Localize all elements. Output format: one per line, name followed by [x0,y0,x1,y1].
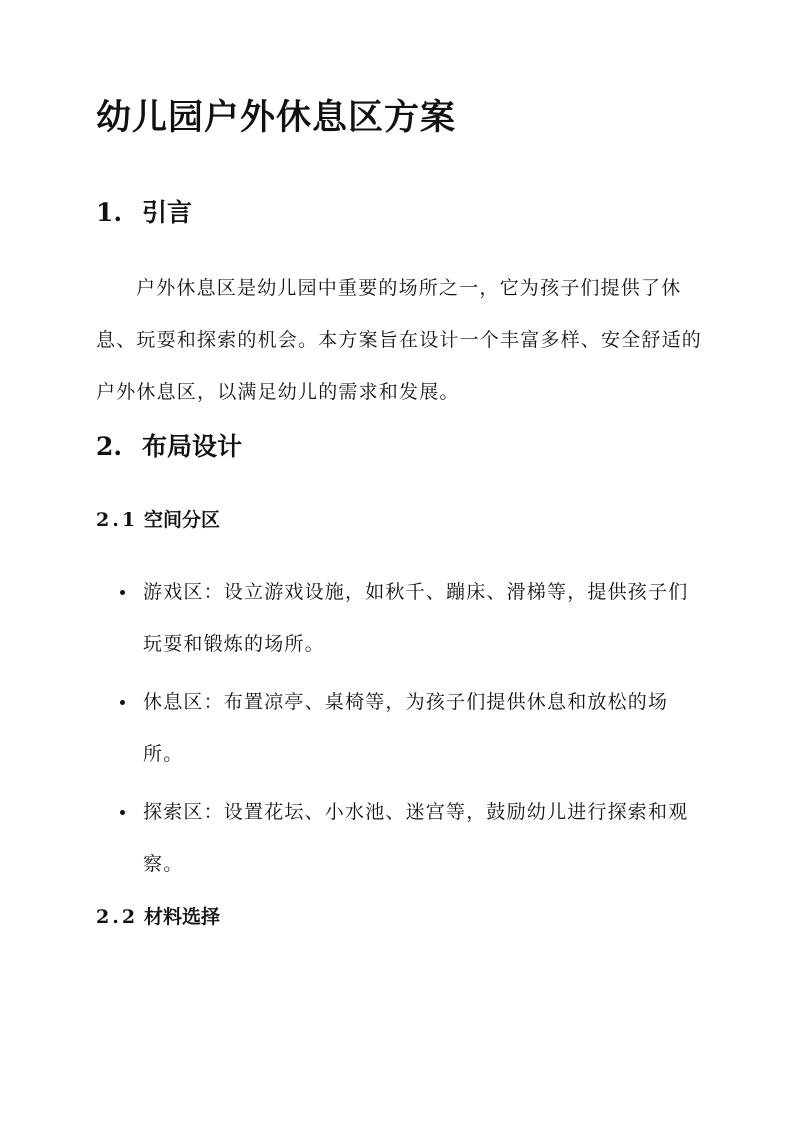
bullet-icon [120,590,125,595]
section-heading-introduction [96,196,192,230]
subsection-heading-space-zoning [96,507,220,533]
document-title: 幼儿园户外休息区方案 [96,97,457,138]
introduction-paragraph: 户外休息区是幼儿园中重要的场所之一，它为孩子们提供了休息、玩耍和探索的机会。本方案旨在设计一个丰富多样、安全舒适的户外休息区，以满足幼儿的需求和发展。 [96,277,703,403]
list-item [96,676,704,780]
list-item [96,786,704,890]
section-number: 2. [96,432,123,461]
section-title: 布局设计 [142,432,243,461]
subsection-title: 空间分区 [144,509,221,531]
section-number: 1. [96,198,123,227]
subsection-title: 材料选择 [144,906,221,928]
subsection-number: 2.2 [96,906,139,928]
list-item-text: 游戏区：设立游戏设施，如秋千、蹦床、滑梯等，提供孩子们玩耍和锻炼的场所。 [143,581,689,655]
list-item [96,566,704,670]
subsection-number: 2.1 [96,509,139,531]
section-heading-layout [96,430,242,464]
list-item-text: 探索区：设置花坛、小水池、迷宫等，鼓励幼儿进行探索和观察。 [143,801,689,875]
zone-list [96,566,704,896]
section-title: 引言 [142,198,193,227]
bullet-icon [120,700,125,705]
bullet-icon [120,810,125,815]
subsection-heading-materials [96,904,220,930]
list-item-text: 休息区：布置凉亭、桌椅等，为孩子们提供休息和放松的场所。 [143,691,669,765]
